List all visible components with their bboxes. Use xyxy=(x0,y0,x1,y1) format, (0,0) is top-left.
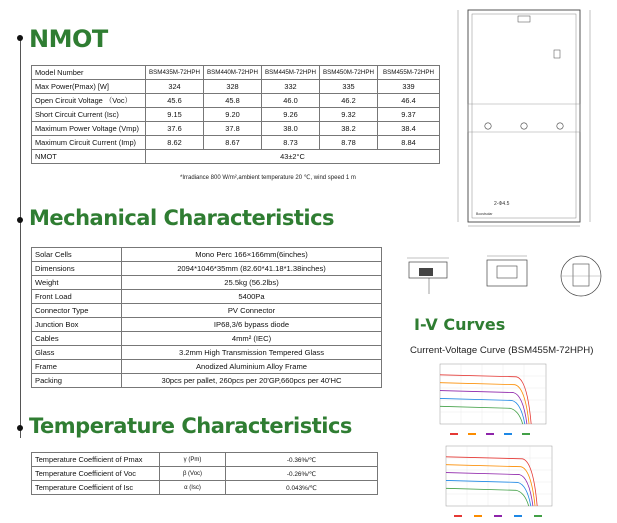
nmot-header-model: BSM445M-72HPH xyxy=(262,66,320,80)
cell-value: 37.6 xyxy=(146,122,204,136)
cell-symbol: β (Voc) xyxy=(160,467,226,481)
cell-value: 3.2mm High Transmission Tempered Glass xyxy=(122,346,382,360)
nmot-header-model: BSM440M-72HPH xyxy=(204,66,262,80)
table-row xyxy=(32,467,378,481)
table-row xyxy=(32,346,382,360)
table-row xyxy=(32,150,440,164)
cell-value: IP68,3/6 bypass diode xyxy=(122,318,382,332)
row-label: Frame xyxy=(32,360,122,374)
row-label: Front Load xyxy=(32,290,122,304)
table-row xyxy=(32,481,378,495)
table-row xyxy=(32,122,440,136)
row-label: Max Power(Pmax) [W] xyxy=(32,80,146,94)
module-drawing xyxy=(452,6,602,231)
row-label: Dimensions xyxy=(32,262,122,276)
iv-curve-line xyxy=(440,406,523,424)
iv-chart-irradiance xyxy=(432,442,572,522)
cell-value: 9.37 xyxy=(378,108,440,122)
iv-curve-line xyxy=(446,480,531,506)
iv-curve-line xyxy=(446,465,535,506)
cell-value: Mono Perc 166×166mm(6inches) xyxy=(122,248,382,262)
cell-value: -0.36%/℃ xyxy=(226,453,378,467)
cell-value: 25.5kg (56.2lbs) xyxy=(122,276,382,290)
cell-value: 9.15 xyxy=(146,108,204,122)
table-row xyxy=(32,262,382,276)
cell-value: 38.4 xyxy=(378,122,440,136)
table-row xyxy=(32,80,440,94)
iv-curve-line xyxy=(446,488,529,506)
table-row xyxy=(32,374,382,388)
iv-curve-line xyxy=(440,398,525,424)
row-label: Open Circuit Voltage （Voc） xyxy=(32,94,146,108)
cell-value: -0.26%/℃ xyxy=(226,467,378,481)
cell-value: 335 xyxy=(320,80,378,94)
nmot-header-row xyxy=(32,66,440,80)
cell-value: 2094*1046*35mm (82.60*41.18*1.38inches) xyxy=(122,262,382,276)
nmot-header-model: BSM455M-72HPH xyxy=(378,66,440,80)
section-rail xyxy=(20,38,21,438)
cell-value: 9.32 xyxy=(320,108,378,122)
frame-detail-drawing xyxy=(405,250,605,302)
cell-value: PV Connector xyxy=(122,304,382,318)
table-row xyxy=(32,248,382,262)
nmot-title: NMOT xyxy=(29,25,108,53)
iv-curves-title: I-V Curves xyxy=(414,315,506,334)
cell-value: 9.26 xyxy=(262,108,320,122)
row-label: Junction Box xyxy=(32,318,122,332)
row-label: Short Circuit Current (Isc) xyxy=(32,108,146,122)
nmot-table xyxy=(31,65,440,164)
row-label: Temperature Coefficient of Voc xyxy=(32,467,160,481)
section-bullet-nmot xyxy=(17,35,23,41)
cell-value: 324 xyxy=(146,80,204,94)
cell-value: 45.8 xyxy=(204,94,262,108)
cell-value: 30pcs per pallet, 260pcs per 20'GP,660pcs per 40'HC xyxy=(122,374,382,388)
cell-value: 8.73 xyxy=(262,136,320,150)
cell-value: 46.2 xyxy=(320,94,378,108)
iv-chart-power xyxy=(430,360,580,440)
iv-chart-subtitle: Current-Voltage Curve (BSM455M-72HPH) xyxy=(410,345,594,356)
cell-value: 8.67 xyxy=(204,136,262,150)
table-row xyxy=(32,318,382,332)
cell-value: 46.0 xyxy=(262,94,320,108)
table-row xyxy=(32,304,382,318)
cell-value: 5400Pa xyxy=(122,290,382,304)
row-label: Weight xyxy=(32,276,122,290)
table-row xyxy=(32,136,440,150)
cell-value: 8.78 xyxy=(320,136,378,150)
table-row xyxy=(32,453,378,467)
row-label: Cables xyxy=(32,332,122,346)
temperature-title: Temperature Characteristics xyxy=(29,414,352,438)
row-label: Maximum Power Voltage (Vmp) xyxy=(32,122,146,136)
table-row xyxy=(32,94,440,108)
nmot-header-model: BSM450M-72HPH xyxy=(320,66,378,80)
row-label: Temperature Coefficient of Pmax xyxy=(32,453,160,467)
row-label: Temperature Coefficient of Isc xyxy=(32,481,160,495)
cell-value: 38.2 xyxy=(320,122,378,136)
mechanical-title: Mechanical Characteristics xyxy=(29,206,335,230)
row-label: Packing xyxy=(32,374,122,388)
row-label: Maximum Circuit Current (Imp) xyxy=(32,136,146,150)
cell-value: Anodized Aluminium Alloy Frame xyxy=(122,360,382,374)
cell-value: 332 xyxy=(262,80,320,94)
temperature-table xyxy=(31,452,378,495)
table-row xyxy=(32,290,382,304)
row-label: Connector Type xyxy=(32,304,122,318)
table-row xyxy=(32,360,382,374)
nmot-note: *Irradiance 800 W/m²,ambient temperature 20 ℃, wind speed 1 m xyxy=(180,175,356,181)
table-row xyxy=(32,108,440,122)
section-bullet-mechanical xyxy=(17,217,23,223)
table-row xyxy=(32,332,382,346)
cell-symbol: α (Isc) xyxy=(160,481,226,495)
row-label: NMOT xyxy=(32,150,146,164)
cell-value: 8.62 xyxy=(146,136,204,150)
iv-curve-line xyxy=(440,383,529,424)
cell-value: 38.0 xyxy=(262,122,320,136)
cell-value: 0.043%/℃ xyxy=(226,481,378,495)
nmot-value: 43±2°C xyxy=(146,150,440,164)
nmot-header-model: BSM435M-72HPH xyxy=(146,66,204,80)
nmot-header-label: Model Number xyxy=(32,66,146,80)
cell-value: 4mm² (IEC) xyxy=(122,332,382,346)
table-row xyxy=(32,276,382,290)
cell-value: 8.84 xyxy=(378,136,440,150)
cell-symbol: γ (Pm) xyxy=(160,453,226,467)
cell-value: 45.6 xyxy=(146,94,204,108)
row-label: Solar Cells xyxy=(32,248,122,262)
cell-value: 328 xyxy=(204,80,262,94)
section-bullet-temperature xyxy=(17,425,23,431)
drawing-brand: Boostsolar xyxy=(476,212,493,216)
cell-value: 46.4 xyxy=(378,94,440,108)
drawing-dim-label: 2-Φ4.5 xyxy=(494,201,510,207)
cell-value: 37.8 xyxy=(204,122,262,136)
cell-value: 9.20 xyxy=(204,108,262,122)
mechanical-table xyxy=(31,247,382,388)
row-label: Glass xyxy=(32,346,122,360)
cell-value: 339 xyxy=(378,80,440,94)
